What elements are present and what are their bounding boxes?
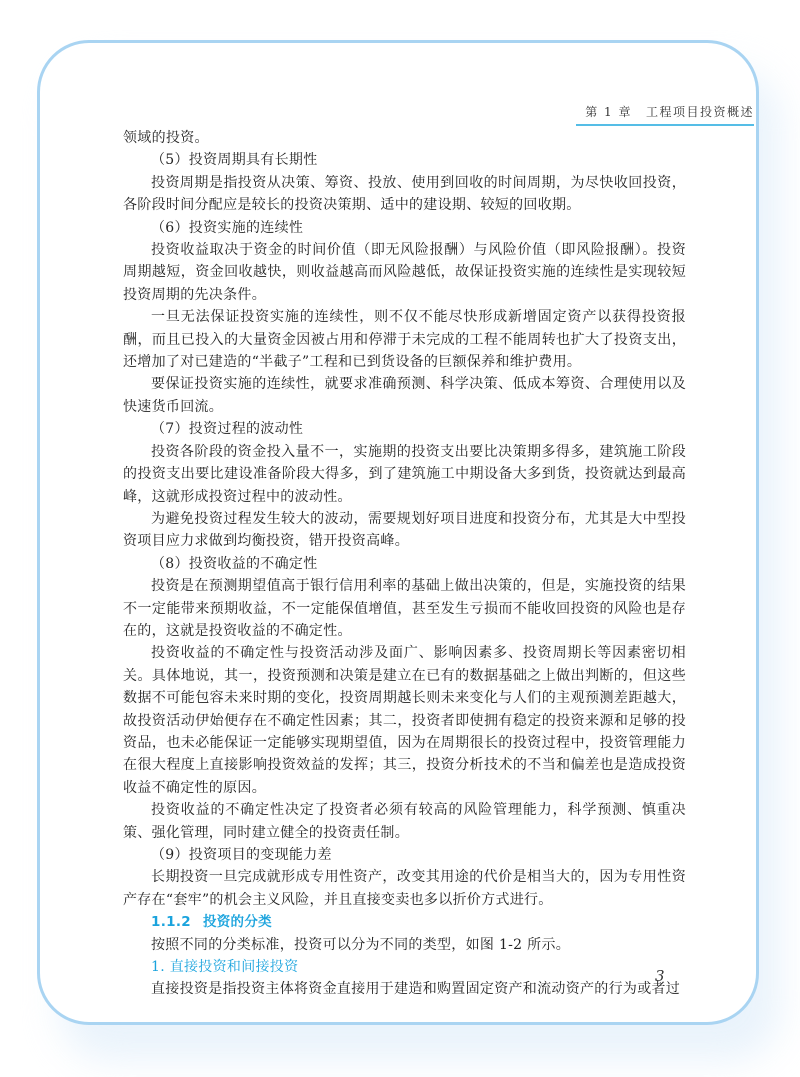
paragraph: 投资收益的不确定性与投资活动涉及面广、影响因素多、投资周期长等因素密切相关。具体地说，其一，投资预测和决策是建立在已有的数据基础之上做出判断的，但这些数据不可能包容未来时期的变化，投资周期越长则未来变化与人们的主观预测差距越大，故投资活动伊始便存在不确定性因素；其二，投资者即使拥有稳定的投资来源和足够的投资品，也未必能保证一定能够实现期望值，因为在周期很长的投资过程中，投资管理能力在很大程度上直接影响投资效益的发挥；其三，投资分析技术的不当和偏差也是造成投资收益不确定性的原因。 [123,645,686,796]
paragraph: 投资各阶段的资金投入量不一，实施期的投资支出要比决策期多得多，建筑施工阶段的投资支出要比建设准备阶段大得多，到了建筑施工中期设备大多到货，投资就达到最高峰，这就形成投资过程中的波动性。 [123,443,686,505]
paragraph: 直接投资是指投资主体将资金直接用于建造和购置固定资产和流动资产的行为或者过 [151,981,681,998]
paragraph: 要保证投资实施的连续性，就要求准确预测、科学决策、低成本筹资、合理使用以及快速货币回流。 [123,376,686,415]
item-heading: （8）投资收益的不确定性 [151,555,318,572]
item-heading: （7）投资过程的波动性 [151,421,304,438]
subsection-heading: 1. 直接投资和间接投资 [151,959,299,976]
paragraph: 投资收益取决于资金的时间价值（即无风险报酬）与风险价值（即风险报酬）。投资周期越短，资金回收越快，则收益越高而风险越低，故保证投资实施的连续性是实现较短投资周期的先决条件。 [123,242,686,303]
paragraph: 长期投资一旦完成就形成专用性资产，改变其用途的代价是相当大的，因为专用性资产存在“套牢”的机会主义风险，并且直接变卖也多以折价方式进行。 [123,869,686,908]
paragraph: 投资是在预测期望值高于银行信用利率的基础上做出决策的，但是，实施投资的结果不一定能带来预期收益，不一定能保值增值，甚至发生亏损而不能收回投资的风险也是存在的，这就是投资收益的不确定性。 [123,578,686,639]
running-header [576,103,754,126]
paragraph: 投资收益的不确定性决定了投资者必须有较高的风险管理能力，科学预测、慎重决策、强化管理，同时建立健全的投资责任制。 [123,802,686,841]
paragraph: 一旦无法保证投资实施的连续性，则不仅不能尽快形成新增固定资产以获得投资报酬，而且已投入的大量资金因被占用和停滞于未完成的工程不能周转也扩大了投资支出，还增加了对已建造的“半截子”工程和已到货设备的巨额保养和维护费用。 [123,309,686,371]
section-intro: 按照不同的分类标准，投资可以分为不同的类型，如图 1-2 所示。 [151,936,571,953]
section-title: 投资的分类 [202,914,272,931]
paragraph: 投资周期是指投资从决策、筹资、投放、使用到回收的时间周期，为尽快收回投资，各阶段时间分配应是较长的投资决策期、适中的建设期、较短的回收期。 [123,174,686,214]
section-number: 1.1.2 [151,914,191,931]
chapter-title: 工程项目投资概述 [645,105,754,119]
paragraph: 为避免投资过程发生较大的波动，需要规划好项目进度和投资分布，尤其是大中型投资项目应力求做到均衡投资，错开投资高峰。 [123,510,686,550]
item-heading: （9）投资项目的变现能力差 [151,847,332,863]
paragraph: 领域的投资。 [123,130,209,146]
item-heading: （6）投资实施的连续性 [151,219,304,236]
item-heading: （5）投资周期具有长期性 [151,152,318,169]
chapter-number: 第 1 章 [585,105,632,119]
section-heading [123,911,686,933]
page-number: 3 [655,967,665,985]
page-body [123,127,686,1001]
